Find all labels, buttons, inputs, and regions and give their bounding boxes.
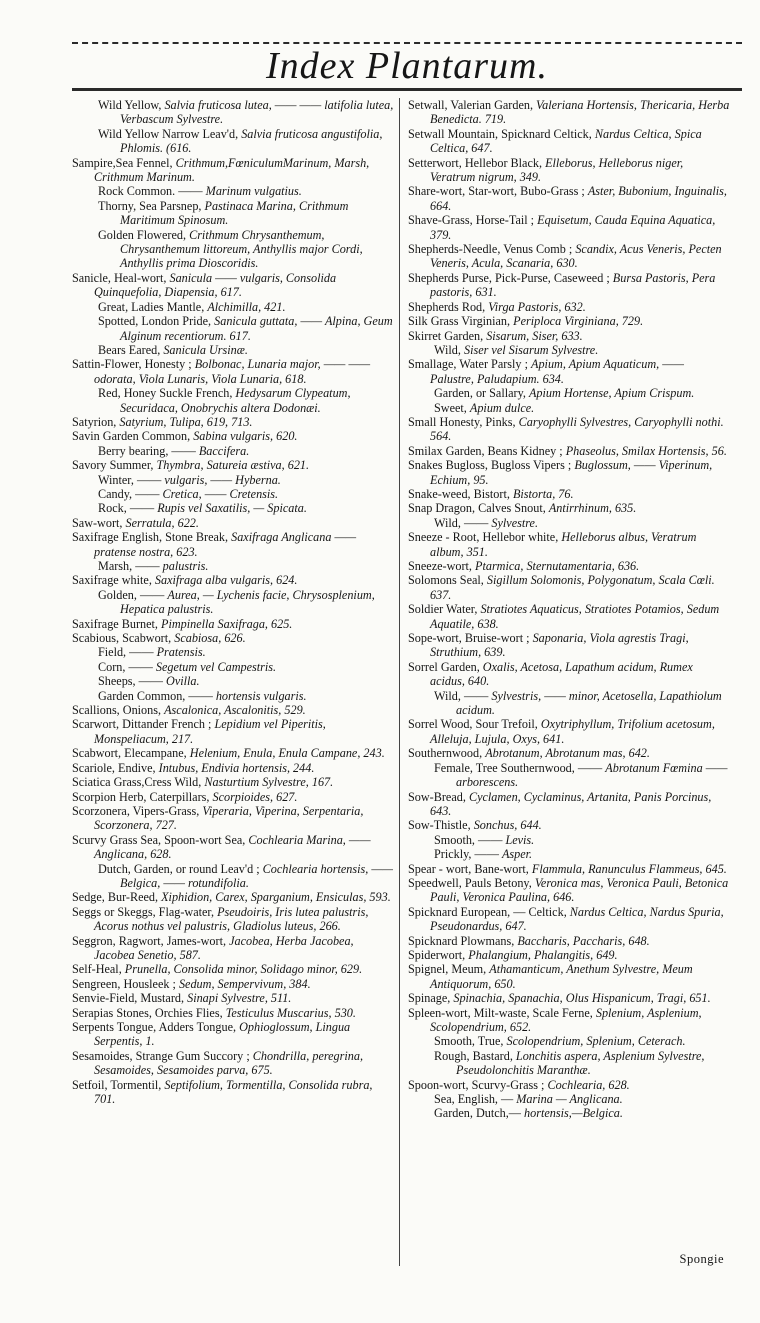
entry-english-name: Setterwort, Hellebor Black,	[408, 155, 543, 170]
index-entry	[72, 977, 394, 991]
entry-latin-name: Sedum, Sempervivum, 384.	[178, 976, 311, 991]
entry-english-name: Satyrion,	[72, 414, 117, 429]
entry-english-name: Setfoil, Tormentil,	[72, 1077, 162, 1092]
index-entry	[408, 271, 730, 300]
entry-latin-name: Ptarmica, Sternutamentaria, 636.	[475, 559, 640, 573]
entry-latin-name: Periploca Virginiana, 729.	[513, 314, 644, 329]
entry-latin-name: Testiculus Muscarius, 530.	[225, 1005, 356, 1020]
index-entry	[72, 905, 394, 934]
entry-latin-name: Sonchus, 644.	[473, 818, 542, 833]
entry-latin-name: Rupis vel Saxatilis, — Spicata.	[157, 501, 307, 516]
entry-latin-name: Septifolium, Tormentilla, Consolida rubra, 701.	[94, 1077, 373, 1107]
entry-english-name: Spleen-wort, Milt-waste, Scale Ferne,	[408, 1005, 593, 1020]
entry-english-name: Sweet,	[434, 400, 467, 415]
entry-english-name: Spignel, Meum,	[408, 962, 487, 977]
index-entry	[408, 847, 730, 861]
entry-latin-name: Sinapi Sylvestre, 511.	[187, 991, 292, 1006]
index-entry	[72, 127, 394, 156]
entry-english-name: Red, Honey Suckle French,	[98, 386, 233, 401]
index-entry	[408, 329, 730, 343]
index-entry	[72, 862, 394, 891]
index-entry	[408, 156, 730, 185]
index-entry	[72, 991, 394, 1005]
index-entry	[72, 934, 394, 963]
entry-english-name: Snap Dragon, Calves Snout,	[408, 501, 546, 516]
entry-latin-name: Alchimilla, 421.	[207, 299, 286, 314]
entry-latin-name: Cochlearia hortensis, —— Belgica, —— rotundifolia.	[120, 861, 393, 890]
entry-latin-name: Athamanticum, Anethum Sylvestre, Meum Antiquorum, 650.	[430, 962, 693, 991]
entry-english-name: Spicknard Plowmans,	[408, 933, 515, 948]
entry-latin-name: Intubus, Endivia hortensis, 244.	[158, 760, 315, 775]
index-entry	[408, 717, 730, 746]
entry-latin-name: Veronica mas, Veronica Pauli, Betonica Pauli, Veronica Paulina, 646.	[430, 875, 729, 905]
index-entry	[72, 1006, 394, 1020]
index-entry	[72, 300, 394, 314]
entry-latin-name: Saxifraga alba vulgaris, 624.	[154, 573, 298, 588]
entry-latin-name: Levis.	[505, 832, 535, 847]
index-entry	[72, 689, 394, 703]
entry-latin-name: Sisarum, Siser, 633.	[486, 328, 583, 343]
entry-english-name: Sow-Bread,	[408, 789, 466, 804]
entry-english-name: Shepherds Rod,	[408, 299, 486, 314]
index-entry	[408, 862, 730, 876]
index-entry	[408, 184, 730, 213]
index-entry	[72, 1020, 394, 1049]
index-entry	[408, 934, 730, 948]
entry-latin-name: Salvia fruticosa angustifolia, Phlomis. (616.	[120, 126, 383, 156]
entry-latin-name: Hedysarum Clypeatum, Securidaca, Onobrychis altera Dodonæi.	[120, 386, 351, 415]
index-entry	[72, 1078, 394, 1107]
entry-english-name: Sciatica Grass,Cress Wild,	[72, 775, 202, 790]
entry-english-name: Sattin-Flower, Honesty ;	[72, 357, 192, 372]
entry-latin-name: Bursa Pastoris, Pera pastoris, 631.	[430, 270, 716, 300]
entry-english-name: Senvie-Field, Mustard,	[72, 991, 185, 1006]
entry-latin-name: Pimpinella Saxifraga, 625.	[161, 616, 293, 631]
entry-english-name: Wild, ——	[434, 515, 489, 530]
entry-latin-name: Baccifera.	[198, 443, 250, 458]
index-entry	[408, 833, 730, 847]
index-entry	[408, 386, 730, 400]
index-entry	[408, 516, 730, 530]
entry-latin-name: Scandix, Acus Veneris, Pecten Veneris, Acula, Scanaria, 630.	[430, 242, 722, 271]
entry-english-name: Smilax Garden, Beans Kidney ;	[408, 443, 563, 458]
entry-english-name: Shepherds Purse, Pick-Purse, Caseweed ;	[408, 270, 610, 285]
index-entry	[72, 717, 394, 746]
entry-english-name: Small Honesty, Pinks,	[408, 414, 516, 429]
entry-latin-name: Sanicula —— vulgaris, Consolida Quinquefolia, Diapensia, 617.	[94, 270, 337, 300]
entry-latin-name: Nardus Celtica, Spica Celtica, 647.	[430, 126, 702, 156]
entry-latin-name: Cyclamen, Cyclaminus, Artanita, Panis Porcinus, 643.	[430, 789, 712, 818]
entry-english-name: Skirret Garden,	[408, 328, 484, 343]
entry-latin-name: Apium, Apium Aquaticum, —— Palustre, Paludapium. 634.	[430, 357, 684, 386]
index-entry	[408, 1049, 730, 1078]
index-entry	[408, 660, 730, 689]
index-entry	[408, 746, 730, 760]
entry-latin-name: Xiphidion, Carex, Sparganium, Ensiculas, 593.	[161, 890, 391, 905]
entry-english-name: Setwall, Valerian Garden,	[408, 98, 533, 112]
entry-english-name: Sow-Thistle,	[408, 818, 471, 833]
index-entry	[408, 343, 730, 357]
index-entry	[72, 444, 394, 458]
entry-english-name: Spicknard European, — Celtick,	[408, 904, 567, 919]
entry-english-name: Seggron, Ragwort, James-wort,	[72, 933, 227, 948]
entry-latin-name: Ascalonica, Ascalonitis, 529.	[164, 703, 306, 718]
index-entry	[408, 818, 730, 832]
index-entry	[408, 1078, 730, 1092]
entry-latin-name: Prunella, Consolida minor, Solidago minor, 629.	[124, 962, 363, 977]
entry-english-name: Sorrel Garden,	[408, 659, 480, 674]
index-entry	[408, 530, 730, 559]
index-entry	[408, 948, 730, 962]
index-entry	[408, 991, 730, 1005]
entry-latin-name: Helleborus albus, Veratrum album, 351.	[430, 530, 697, 559]
entry-english-name: Sedge, Bur-Reed,	[72, 890, 159, 905]
index-entry	[408, 444, 730, 458]
entry-latin-name: vulgaris, —— Hyberna.	[164, 472, 281, 487]
entry-english-name: Bears Eared,	[98, 342, 161, 357]
entry-english-name: Southernwood,	[408, 746, 483, 761]
index-entry	[72, 516, 394, 530]
entry-latin-name: Scabiosa, 626.	[174, 631, 246, 646]
entry-latin-name: Thymbra, Satureia æstiva, 621.	[156, 458, 310, 473]
index-entry	[72, 473, 394, 487]
entry-english-name: Smallage, Water Parsly ;	[408, 357, 528, 372]
entry-english-name: Smooth, True,	[434, 1034, 504, 1049]
entry-latin-name: Ophioglossum, Lingua Serpentis, 1.	[94, 1020, 351, 1049]
entry-english-name: Snake-weed, Bistort,	[408, 486, 510, 501]
entry-english-name: Scabious, Scabwort,	[72, 631, 172, 646]
entry-latin-name: Pastinaca Marina, Crithmum Maritimum Spinosum.	[120, 198, 349, 228]
entry-english-name: Spotted, London Pride,	[98, 314, 212, 329]
index-entry	[72, 501, 394, 515]
index-entry	[72, 314, 394, 343]
index-entry	[72, 386, 394, 415]
index-entry	[408, 213, 730, 242]
entry-latin-name: Pratensis.	[156, 645, 206, 660]
entry-english-name: Smooth, ——	[434, 832, 503, 847]
index-entry	[408, 962, 730, 991]
entry-english-name: Scallions, Onions,	[72, 703, 162, 718]
index-entry	[72, 1049, 394, 1078]
entry-latin-name: Sylvestris, —— minor, Acetosella, Lapathiolum acidum.	[456, 688, 722, 718]
index-entry	[408, 357, 730, 386]
entry-english-name: Sesamoides, Strange Gum Succory ;	[72, 1048, 250, 1063]
index-entry	[72, 588, 394, 617]
entry-latin-name: Pseudoiris, Iris lutea palustris, Acorus nothus vel palustris, Gladiolus luteus, 266.	[94, 904, 369, 934]
entry-latin-name: Spinachia, Spanachia, Olus Hispanicum, Tragi, 651.	[453, 991, 711, 1006]
index-entry	[408, 559, 730, 573]
entry-english-name: Great, Ladies Mantle,	[98, 299, 205, 314]
entry-english-name: Rough, Bastard,	[434, 1048, 513, 1063]
entry-english-name: Silk Grass Virginian,	[408, 314, 511, 329]
index-entry	[72, 184, 394, 198]
entry-latin-name: Saponaria, Viola agrestis Tragi, Struthium, 639.	[430, 631, 689, 660]
index-entry	[72, 804, 394, 833]
entry-english-name: Share-wort, Star-wort, Bubo-Grass ;	[408, 184, 585, 199]
entry-english-name: Wild,	[434, 342, 461, 357]
entry-english-name: Spoon-wort, Scurvy-Grass ;	[408, 1077, 545, 1092]
entry-english-name: Golden, ——	[98, 587, 165, 602]
entry-latin-name: Antirrhinum, 635.	[548, 501, 637, 516]
entry-latin-name: Sigillum Solomonis, Polygonatum, Scala Cœli. 637.	[430, 573, 715, 602]
entry-latin-name: Abrotanum, Abrotanum mas, 642.	[485, 746, 650, 761]
index-entry	[408, 761, 730, 790]
index-entry	[72, 631, 394, 645]
index-entry	[72, 746, 394, 760]
index-entry	[408, 905, 730, 934]
entry-latin-name: Apium dulce.	[469, 400, 535, 415]
index-entry	[72, 674, 394, 688]
index-entry	[408, 1034, 730, 1048]
index-entry	[72, 559, 394, 573]
entry-english-name: Scariole, Endive,	[72, 760, 156, 775]
index-entry	[408, 487, 730, 501]
entry-latin-name: palustris.	[162, 559, 209, 573]
index-entry	[408, 689, 730, 718]
index-entry	[408, 631, 730, 660]
entry-english-name: Saxifrage English, Stone Break,	[72, 530, 229, 545]
entry-english-name: Field, ——	[98, 645, 154, 660]
entry-english-name: Setwall Mountain, Spicknard Celtick,	[408, 126, 592, 141]
entry-english-name: Prickly, ——	[434, 847, 499, 862]
index-entry	[408, 602, 730, 631]
entry-english-name: Serpents Tongue, Adders Tongue,	[72, 1020, 237, 1034]
entry-english-name: Wild Yellow Narrow Leav'd,	[98, 126, 239, 141]
entry-latin-name: Caryophylli Sylvestres, Caryophylli nothi. 564.	[430, 414, 724, 444]
index-entry	[72, 530, 394, 559]
entry-latin-name: Phaseolus, Smilax Hortensis, 56.	[565, 443, 727, 458]
page-title: Index Plantarum.	[266, 45, 548, 87]
index-entry	[72, 890, 394, 904]
entry-latin-name: Salvia fruticosa lutea, —— —— latifolia lutea, Verbascum Sylvestre.	[120, 98, 394, 127]
index-entry	[408, 573, 730, 602]
index-entry	[408, 876, 730, 905]
entry-english-name: Sneeze - Root, Hellebor white,	[408, 530, 559, 545]
index-entry	[408, 98, 730, 127]
entry-latin-name: hortensis vulgaris.	[215, 688, 307, 703]
entry-latin-name: Sabina vulgaris, 620.	[193, 429, 298, 444]
entry-latin-name: Equisetum, Cauda Equina Aquatica, 379.	[430, 213, 716, 242]
entry-latin-name: Valeriana Hortensis, Thericaria, Herba Benedicta. 719.	[430, 98, 730, 127]
entry-english-name: Sorrel Wood, Sour Trefoil,	[408, 717, 538, 732]
index-entry	[408, 300, 730, 314]
entry-english-name: Scorpion Herb, Caterpillars,	[72, 789, 210, 804]
index-entry	[72, 415, 394, 429]
entry-latin-name: Sanicula guttata, —— Alpina, Geum Alginum recentiorum. 617.	[120, 314, 393, 343]
index-entry	[408, 1092, 730, 1106]
entry-latin-name: Nasturtium Sylvestre, 167.	[204, 775, 334, 790]
entry-english-name: Sengreen, Housleek ;	[72, 976, 176, 991]
index-entry	[408, 458, 730, 487]
entry-latin-name: Chondrilla, peregrina, Sesamoides, Sesamoides parva, 675.	[94, 1048, 364, 1078]
index-entry	[408, 415, 730, 444]
entry-latin-name: Cretica, —— Cretensis.	[162, 486, 279, 501]
entry-english-name: Scarwort, Dittander French ;	[72, 717, 212, 732]
entry-english-name: Garden, Dutch,—	[434, 1106, 521, 1121]
index-entry	[408, 790, 730, 819]
entry-english-name: Thorny, Sea Parsnep,	[98, 198, 202, 213]
entry-latin-name: Lonchitis aspera, Asplenium Sylvestre, Pseudolonchitis Maranthæ.	[456, 1048, 705, 1078]
entry-english-name: Garden Common, ——	[98, 688, 213, 703]
entry-english-name: Shave-Grass, Horse-Tail ;	[408, 213, 535, 228]
entry-english-name: Garden, or Sallary,	[434, 386, 526, 401]
index-entry	[72, 228, 394, 271]
index-entry	[72, 343, 394, 357]
left-column	[72, 98, 394, 1106]
entry-english-name: Savin Garden Common,	[72, 429, 191, 444]
entry-latin-name: Saxifraga Anglicana —— pratense nostra, 623.	[94, 530, 357, 559]
entry-english-name: Sheeps, ——	[98, 674, 163, 689]
catchword: Spongie	[679, 1252, 724, 1266]
entry-latin-name: Asper.	[501, 847, 533, 862]
entry-latin-name: Splenium, Asplenium, Scolopendrium, 652.	[430, 1005, 702, 1034]
entry-english-name: Scorzonera, Vipers-Grass,	[72, 803, 200, 818]
entry-english-name: Speedwell, Pauls Betony,	[408, 875, 532, 890]
entry-english-name: Scurvy Grass Sea, Spoon-wort Sea,	[72, 832, 246, 847]
entry-latin-name: Elleborus, Helleborus niger, Veratrum nigrum, 349.	[430, 155, 684, 185]
entry-english-name: Sneeze-wort,	[408, 559, 472, 573]
index-entry	[72, 833, 394, 862]
entry-english-name: Snakes Bugloss, Bugloss Vipers ;	[408, 458, 572, 473]
entry-latin-name: Phalangium, Phalangitis, 649.	[468, 947, 618, 962]
entry-english-name: Saxifrage white,	[72, 573, 152, 588]
entry-english-name: Spiderwort,	[408, 947, 466, 962]
entry-english-name: Wild, ——	[434, 688, 489, 703]
entry-latin-name: Crithmum,FœniculumMarinum, Marsh, Crithmum Marinum.	[94, 155, 370, 185]
index-entry	[72, 761, 394, 775]
entry-english-name: Sampire,Sea Fennel,	[72, 155, 173, 170]
entry-latin-name: Cochlearia Marina, —— Anglicana, 628.	[94, 832, 371, 862]
index-entry	[72, 775, 394, 789]
index-entry	[72, 962, 394, 976]
entry-latin-name: Aurea, — Lychenis facie, Chrysosplenium, Hepatica palustris.	[120, 587, 375, 617]
index-entry	[72, 271, 394, 300]
entry-latin-name: Lepidium vel Piperitis, Monspeliacum, 217.	[94, 717, 326, 746]
right-column	[408, 98, 730, 1121]
entry-english-name: Corn, ——	[98, 659, 153, 674]
index-entry	[408, 401, 730, 415]
entry-english-name: Saxifrage Burnet,	[72, 616, 158, 631]
entry-english-name: Dutch, Garden, or round Leav'd ;	[98, 861, 260, 876]
entry-latin-name: Stratiotes Aquaticus, Stratiotes Potamios, Sedum Aquatile, 638.	[430, 602, 720, 631]
entry-latin-name: Bolbonac, Lunaria major, —— —— odorata, Viola Lunaris, Viola Lunaria, 618.	[94, 357, 371, 386]
entry-latin-name: Oxalis, Acetosa, Lapathum acidum, Rumex acidus, 640.	[430, 659, 693, 689]
entry-latin-name: Viperaria, Viperina, Serpentaria, Scorzonera, 727.	[94, 803, 364, 833]
entry-latin-name: Apium Hortense, Apium Crispum.	[528, 386, 695, 401]
entry-english-name: Scabwort, Elecampane,	[72, 746, 187, 761]
entry-english-name: Golden Flowered,	[98, 227, 187, 242]
entry-english-name: Rock, ——	[98, 501, 155, 516]
entry-english-name: Female, Tree Southernwood, ——	[434, 760, 603, 775]
entry-latin-name: Oxytriphyllum, Trifolium acetosum, Alleluja, Lujula, Oxys, 641.	[430, 717, 715, 746]
entry-latin-name: Serratula, 622.	[125, 515, 199, 530]
index-entry	[72, 156, 394, 185]
entry-latin-name: Siser vel Sisarum Sylvestre.	[463, 342, 599, 357]
entry-latin-name: Ovilla.	[166, 674, 200, 689]
index-entry	[72, 645, 394, 659]
index-entry	[408, 501, 730, 515]
entry-english-name: Candy, ——	[98, 486, 160, 501]
index-entry	[72, 703, 394, 717]
index-entry	[408, 1006, 730, 1035]
index-entry	[72, 458, 394, 472]
entry-english-name: Savory Summer,	[72, 458, 154, 473]
entry-english-name: Sanicle, Heal-wort,	[72, 270, 167, 285]
entry-latin-name: Helenium, Enula, Enula Campane, 243.	[189, 746, 385, 761]
entry-latin-name: Sylvestre.	[491, 515, 538, 530]
index-entry	[72, 790, 394, 804]
index-entry	[408, 1106, 730, 1120]
index-entry	[72, 573, 394, 587]
index-entry	[408, 242, 730, 271]
entry-latin-name: Nardus Celtica, Nardus Spuria, Pseudonardus, 647.	[430, 904, 724, 934]
entry-english-name: Soldier Water,	[408, 602, 478, 617]
entry-english-name: Sope-wort, Bruise-wort ;	[408, 631, 530, 646]
entry-latin-name: Bistorta, 76.	[512, 486, 574, 501]
index-entry	[72, 98, 394, 127]
entry-english-name: Spinage,	[408, 991, 451, 1006]
entry-latin-name: Baccharis, Paccharis, 648.	[517, 933, 650, 948]
index-entry	[72, 617, 394, 631]
index-entry	[72, 357, 394, 386]
entry-latin-name: Segetum vel Campestris.	[155, 659, 277, 674]
entry-english-name: Shepherds-Needle, Venus Comb ;	[408, 242, 573, 257]
entry-latin-name: Satyrium, Tulipa, 619, 713.	[119, 414, 253, 429]
entry-latin-name: Sanicula Ursinæ.	[163, 342, 248, 357]
entry-english-name: Saw-wort,	[72, 515, 123, 530]
entry-latin-name: Aster, Bubonium, Inguinalis, 664.	[430, 184, 727, 213]
index-entry	[72, 660, 394, 674]
entry-english-name: Marsh, ——	[98, 559, 160, 573]
index-entry	[72, 487, 394, 501]
entry-latin-name: Buglossum, —— Viperinum, Echium, 95.	[430, 458, 713, 487]
column-divider	[399, 98, 400, 1266]
entry-latin-name: Virga Pastoris, 632.	[488, 299, 586, 314]
index-entry	[408, 314, 730, 328]
entry-latin-name: Marinum vulgatius.	[205, 184, 302, 199]
entry-english-name: Sea, English, —	[434, 1092, 514, 1107]
entry-english-name: Spear - wort, Bane-wort,	[408, 861, 529, 876]
entry-english-name: Seggs or Skeggs, Flag-water,	[72, 904, 215, 919]
entry-latin-name: Abrotanum Fœmina —— arborescens.	[456, 760, 728, 790]
entry-latin-name: Marina — Anglicana.	[516, 1092, 623, 1107]
entry-latin-name: Scolopendrium, Splenium, Ceterach.	[506, 1034, 686, 1049]
entry-english-name: Self-Heal,	[72, 962, 122, 977]
header-bottom-rule	[72, 88, 742, 91]
entry-english-name: Rock Common. ——	[98, 184, 203, 199]
entry-latin-name: Cochlearia, 628.	[547, 1077, 630, 1092]
index-entry	[72, 199, 394, 228]
entry-latin-name: Scorpioides, 627.	[212, 789, 298, 804]
index-entry	[72, 429, 394, 443]
entry-english-name: Serapias Stones, Orchies Flies,	[72, 1005, 223, 1020]
entry-latin-name: hortensis,—Belgica.	[524, 1106, 623, 1121]
entry-english-name: Wild Yellow,	[98, 98, 162, 112]
entry-english-name: Solomons Seal,	[408, 573, 484, 588]
entry-latin-name: Crithmum Chrysanthemum, Chrysanthemum littoreum, Anthyllis major Cordi, Anthyllis prima Dioscoridis.	[120, 227, 363, 271]
entry-latin-name: Flammula, Ranunculus Flammeus, 645.	[531, 861, 727, 876]
entry-english-name: Winter, ——	[98, 472, 162, 487]
entry-english-name: Berry bearing, ——	[98, 443, 196, 458]
index-entry	[408, 127, 730, 156]
entry-latin-name: Jacobea, Herba Jacobea, Jacobea Senetio, 587.	[94, 933, 354, 962]
